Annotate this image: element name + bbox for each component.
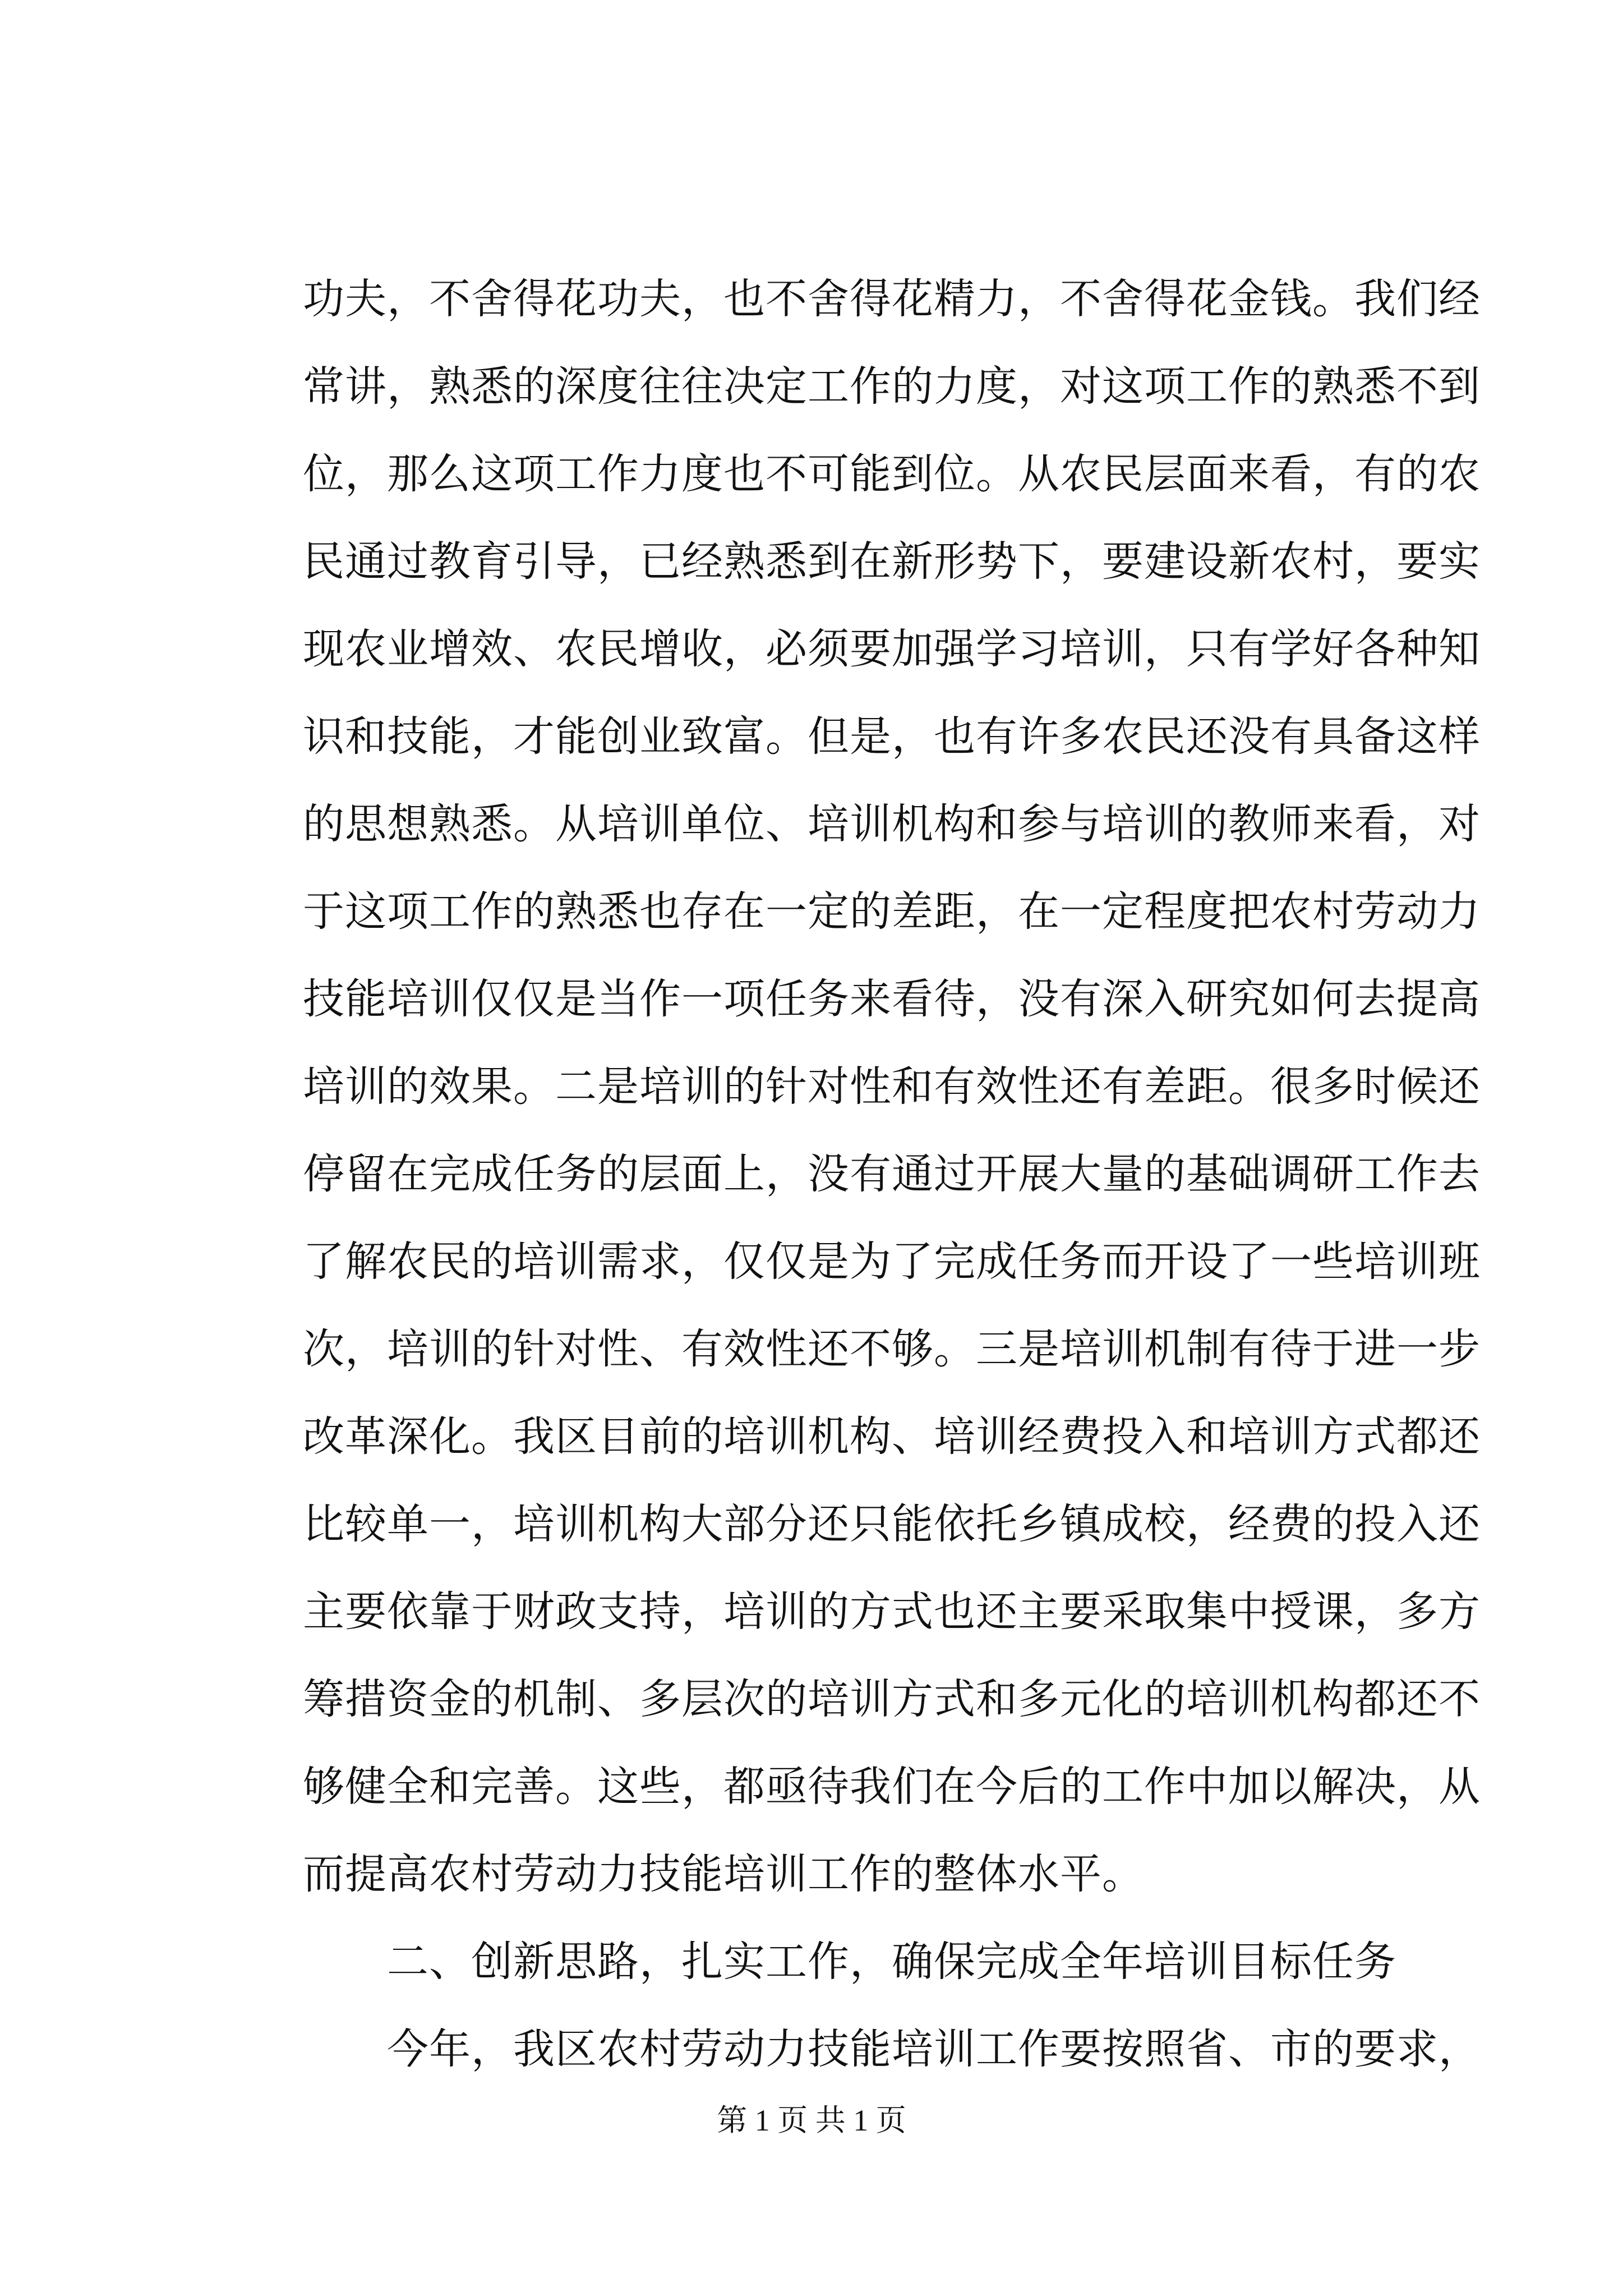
section-heading: 二、创新思路，扎实工作，确保完成全年培训目标任务 [387, 1938, 1396, 1986]
body-line: 常讲，熟悉的深度往往决定工作的力度，对这项工作的熟悉不到 [303, 362, 1481, 411]
body-line: 民通过教育引导，已经熟悉到在新形势下，要建设新农村，要实 [303, 537, 1481, 586]
body-line: 功夫，不舍得花功夫，也不舍得花精力，不舍得花金钱。我们经 [303, 275, 1481, 323]
body-line: 识和技能，才能创业致富。但是，也有许多农民还没有具备这样 [303, 712, 1481, 761]
body-line: 主要依靠于财政支持，培训的方式也还主要采取集中授课，多方 [303, 1588, 1481, 1636]
page-footer: 第 1 页 共 1 页 [717, 2104, 906, 2137]
body-line: 次，培训的针对性、有效性还不够。三是培训机制有待于进一步 [303, 1325, 1481, 1373]
paragraph-first-line: 今年，我区农村劳动力技能培训工作要按照省、市的要求， [387, 2025, 1481, 2073]
body-line: 了解农民的培训需求，仅仅是为了完成任务而开设了一些培训班 [303, 1237, 1481, 1286]
body-line: 改革深化。我区目前的培训机构、培训经费投入和培训方式都还 [303, 1412, 1481, 1461]
body-line: 技能培训仅仅是当作一项任务来看待，没有深入研究如何去提高 [303, 975, 1481, 1023]
document-body [303, 255, 1481, 2093]
body-line: 够健全和完善。这些，都亟待我们在今后的工作中加以解决，从 [303, 1763, 1481, 1811]
body-line: 培训的效果。二是培训的针对性和有效性还有差距。很多时候还 [303, 1062, 1481, 1111]
body-line: 筹措资金的机制、多层次的培训方式和多元化的培训机构都还不 [303, 1675, 1481, 1723]
body-line: 现农业增效、农民增收，必须要加强学习培训，只有学好各种知 [303, 625, 1481, 673]
body-line: 的思想熟悉。从培训单位、培训机构和参与培训的教师来看，对 [303, 800, 1481, 848]
body-line: 比较单一，培训机构大部分还只能依托乡镇成校，经费的投入还 [303, 1500, 1481, 1548]
body-line: 而提高农村劳动力技能培训工作的整体水平。 [303, 1850, 1144, 1898]
body-line: 位，那么这项工作力度也不可能到位。从农民层面来看，有的农 [303, 450, 1481, 498]
body-line: 于这项工作的熟悉也存在一定的差距，在一定程度把农村劳动力 [303, 887, 1481, 936]
body-line: 停留在完成任务的层面上，没有通过开展大量的基础调研工作去 [303, 1150, 1481, 1198]
